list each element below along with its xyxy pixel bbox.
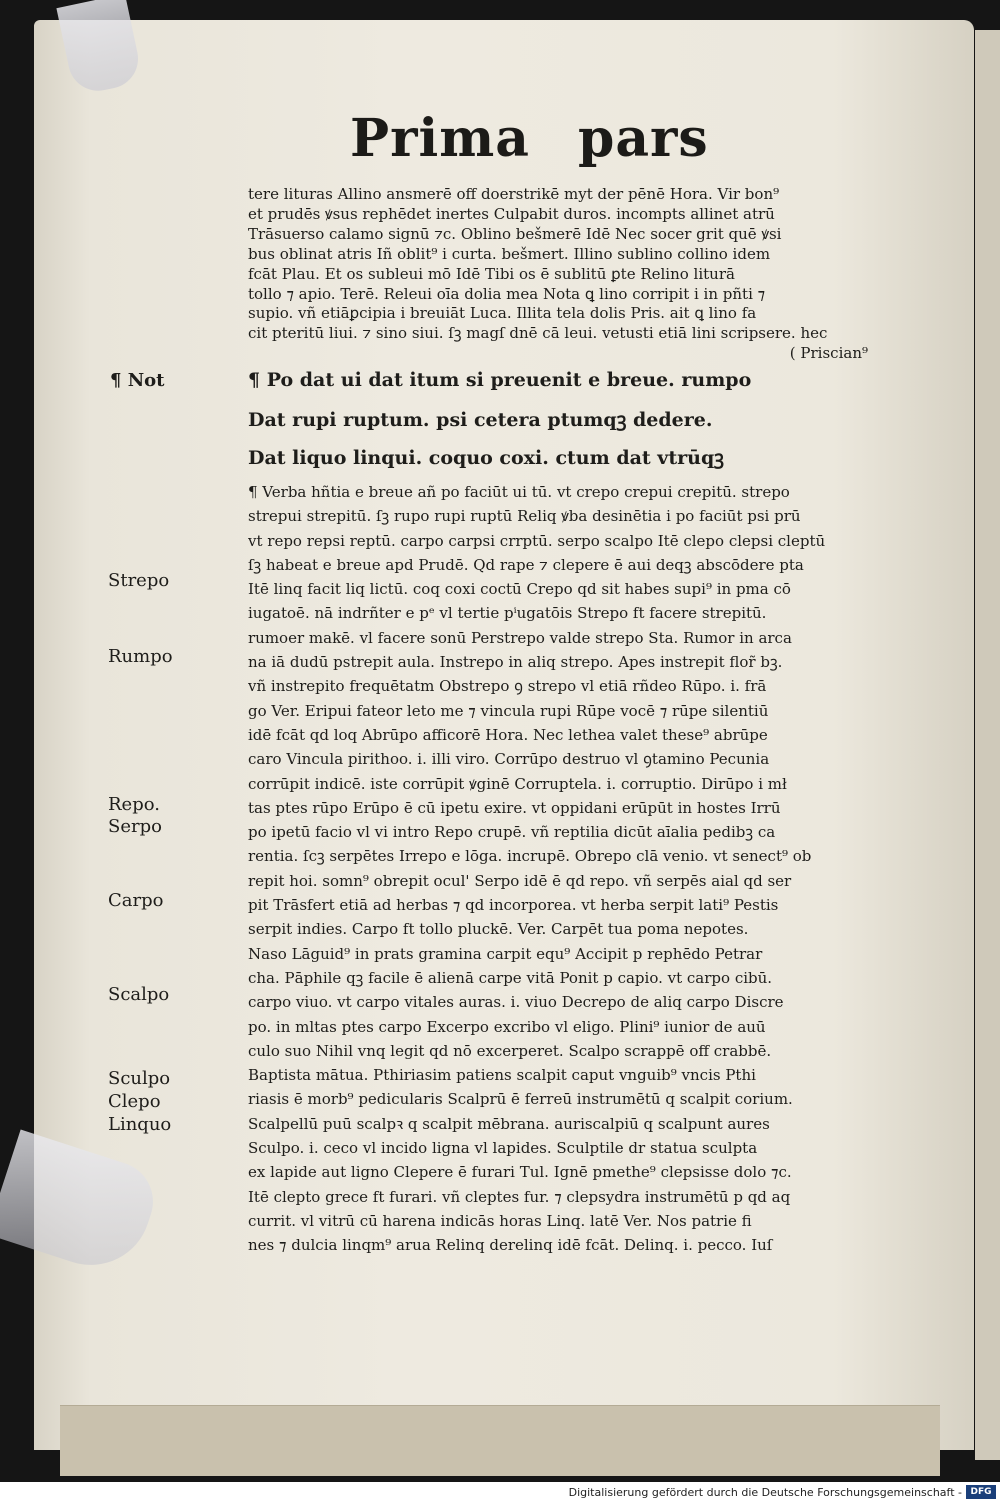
text-line: iugatoē. nā indrñter e pᵉ vl tertie pⁱugatōis Strepo ft facere strepitū.	[248, 604, 767, 623]
text-line: nes ⁊ dulcia linqm⁹ arua Relinq derelinq idē fcāt. Delinq. i. pecco. Iuſ	[248, 1236, 773, 1255]
text-line: serpit indies. Carpo ft tollo pluckē. Ver. Carpēt tua poma nepotes.	[248, 920, 749, 939]
funding-credit: Digitalisierung gefördert durch die Deutsche Forschungsgemeinschaft -	[568, 1486, 962, 1499]
text-line: strepui strepitū. ſꝫ rupo rupi ruptū Reliq ꝟba desinētia i po faciūt psi prū	[248, 507, 801, 526]
text-line: tas ptes rūpo Erūpo ē cū ipetu exire. vt oppidani erūpūt in hostes Irrū	[248, 798, 781, 817]
text-line: tollo ⁊ apio. Terē. Releui oīa dolia mea Nota ꝗ lino corripit i in pñti ⁊	[248, 284, 766, 303]
side-note-rumpo: Rumpo	[108, 646, 173, 667]
text-line: repit hoi. somn⁹ obrepit ocul' Serpo idē ē qd repo. vñ serpēs aial qd ser	[248, 871, 792, 890]
text-line: riasis ē morb⁹ pedicularis Scalprū ē ferreū instrumētū q scalpit corium.	[248, 1090, 793, 1109]
text-line: cha. Pāphile qꝫ facile ē alienā carpe vitā Ponit p capio. vt carpo cibū.	[248, 968, 773, 987]
page-bottom-edge	[60, 1405, 940, 1476]
text-line: Trāsuerso calamo signū ⁊c. Oblino bešmerē Idē Nec socer grit quē ꝟsi	[248, 224, 782, 243]
text-line: po. in mltas ptes carpo Excerpo excribo vl eligo. Plini⁹ iunior de auū	[248, 1017, 766, 1036]
text-line: et prudēs ꝟsus rephēdet inertes Culpabit duros. incompts allinet atrū	[248, 204, 775, 223]
text-line: idē fcāt qd loq Abrūpo afficorē Hora. Nec lethea valet these⁹ abrūpe	[248, 725, 768, 744]
running-head	[350, 108, 709, 178]
verse-line-1: ¶ Po dat ui dat itum si preuenit e breue. rumpo	[248, 369, 752, 391]
text-line: caro Vincula pirithoo. i. illi viro. Corrūpo destruo vl ꝯtamino Pecunia	[248, 750, 770, 769]
text-line: currit. vl vitrū cū harena indicās horas Linq. latē Ver. Nos patrie fi	[248, 1211, 752, 1230]
text-line: ( Priscian⁹	[789, 344, 868, 363]
side-note-not: ¶ Not	[110, 370, 165, 391]
side-note-scalpo: Scalpo	[108, 984, 170, 1005]
text-line: rumoer makē. vl facere sonū Perstrepo valde strepo Sta. Rumor in arca	[248, 628, 792, 647]
digitization-footer	[0, 1482, 1000, 1503]
text-line: tere lituras Allino ansmerē off doerstrikē myt der pēnē Hora. Vir bon⁹	[248, 185, 780, 203]
text-line: vñ instrepito frequētatm Obstrepo ꝯ strepo vl etiā rñdeo Rūpo. i. frā	[248, 677, 767, 696]
text-line: rentia. ſcꝫ serpētes Irrepo e lōga. incrupē. Obrepo clā venio. vt senect⁹ ob	[248, 847, 812, 866]
text-line: cit pteritū liui. ⁊ sino siui. ſꝫ magſ dnē cā leui. vetusti etiā lini scripsere. hec	[248, 324, 828, 343]
text-line: po ipetū facio vl vi intro Repo crupē. vñ reptilia dicūt aīalia pedibꝫ ca	[248, 823, 776, 842]
text-line: Itē clepto grece ft furari. vñ cleptes fur. ⁊ clepsydra instrumētū p qd aq	[248, 1187, 791, 1206]
text-line: ex lapide aut ligno Clepere ē furari Tul. Ignē pmethe⁹ clepsisse dolo ⁊c.	[248, 1163, 792, 1182]
text-line: culo suo Nihil vnq legit qd nō excerperet. Scalpo scrappē off crabbē.	[248, 1041, 772, 1060]
commentary-paragraph	[248, 480, 868, 1258]
text-line: Scalpellū puū scalpꝛ q scalpit mēbrana. auriscalpiū q scalpunt aures	[248, 1114, 770, 1133]
text-line: vt repo repsi reptū. carpo carpsi crrptū. serpo scalpo Itē clepo clepsi cleptū	[248, 531, 826, 550]
first-paragraph	[248, 185, 868, 364]
dfg-logo: DFG	[966, 1485, 996, 1499]
text-line: fcāt Plau. Et os subleui mō Idē Tibi os ē sublitū ꝑte Relino liturā	[248, 264, 735, 283]
verse-line-3: Dat liquo linqui. coquo coxi. ctum dat vtrūqꝫ	[248, 447, 724, 469]
side-note-repo: Repo.	[108, 794, 160, 815]
verse-line-2: Dat rupi ruptum. psi cetera ptumqꝫ dedere.	[248, 409, 713, 431]
text-line: na iā dudū pstrepit aula. Instrepo in aliq strepo. Apes instrepit flor̃ bꝫ.	[248, 653, 783, 672]
text-line: Itē linq facit liq lictū. coq coxi coctū Crepo qd sit habes supi⁹ in pma cō	[248, 580, 791, 599]
text-line: supio. vñ etiāꝑcipia i breuiāt Luca. Illita tela dolis Pris. ait ꝗ lino fa	[248, 304, 757, 323]
text-line: bus oblinat atris Iñ oblit⁹ i curta. bešmert. Illino sublino collino idem	[248, 244, 771, 263]
side-note-linquo: Linquo	[108, 1114, 172, 1135]
text-line: ſꝫ habeat e breue apd Prudē. Qd rape ⁊ clepere ē aui deqꝫ abscōdere pta	[248, 555, 804, 574]
text-line: carpo viuo. vt carpo vitales auras. i. viuo Decrepo de aliq carpo Discre	[248, 993, 784, 1012]
running-head-word-2: pars	[577, 108, 709, 169]
text-line: go Ver. Eripui fateor leto me ⁊ vincula rupi Rūpe vocē ⁊ rūpe silentiū	[248, 701, 769, 720]
text-line: Naso Lāguid⁹ in prats gramina carpit equ⁹ Accipit p rephēdo Petrar	[248, 944, 763, 963]
side-note-sculpo: Sculpo	[108, 1068, 171, 1089]
side-note-serpo: Serpo	[108, 816, 162, 837]
side-note-clepo: Clepo	[108, 1091, 161, 1112]
running-head-word-1: Prima	[350, 108, 530, 169]
side-note-strepo: Strepo	[108, 570, 170, 591]
text-line: Baptista mātua. Pthiriasim patiens scalpit caput vnguib⁹ vncis Pthi	[248, 1066, 756, 1085]
side-note-carpo: Carpo	[108, 890, 164, 911]
text-line: Sculpo. i. ceco vl incido ligna vl lapides. Sculptile dr statua sculpta	[248, 1139, 758, 1158]
facing-page-edge	[975, 30, 1000, 1460]
text-line: corrūpit indicē. iste corrūpit ꝟginē Corruptela. i. corruptio. Dirūpo i mł	[248, 774, 787, 793]
text-line: pit Trāsfert etiā ad herbas ⁊ qd incorporea. vt herba serpit lati⁹ Pestis	[248, 896, 779, 915]
text-line: ¶ Verba hñtia e breue añ po faciūt ui tū. vt crepo crepui crepitū. strepo	[248, 483, 790, 501]
